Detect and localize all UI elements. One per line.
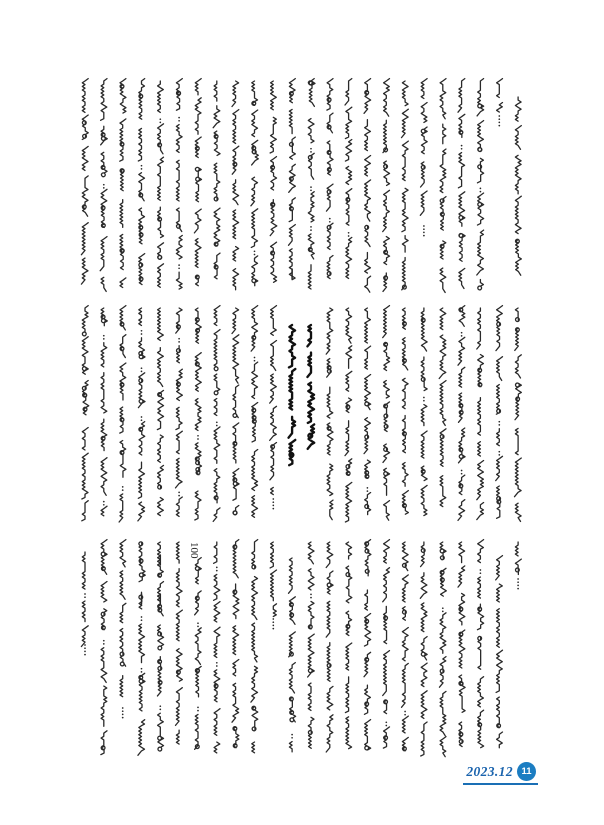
text-band-top [78, 81, 530, 303]
issue-date-label: 2023.12 [466, 763, 513, 779]
inline-numeral: 100 [188, 542, 200, 559]
page-number-badge: 11 [517, 762, 536, 781]
text-band-bottom [78, 540, 530, 766]
text-band-middle [78, 308, 530, 531]
page-footer [463, 762, 538, 785]
